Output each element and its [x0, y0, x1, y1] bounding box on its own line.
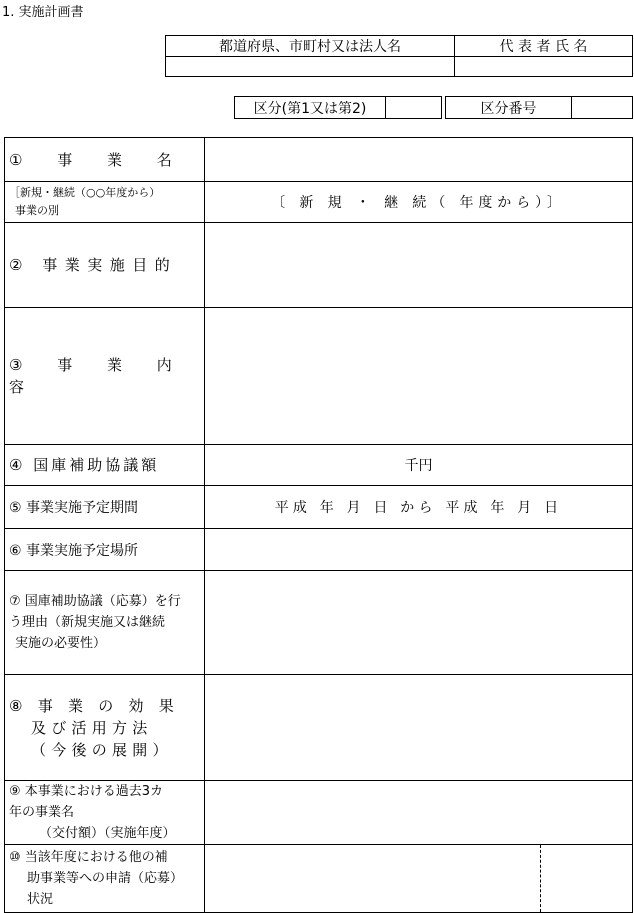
- other-subsidy-label-line2: 助事業等への申請（応募）: [27, 871, 184, 886]
- reason-label: [5, 571, 205, 675]
- category-number-label: 区分番号: [446, 97, 572, 119]
- subsidy-amount-label: ④ 国庫補助協議額: [5, 445, 205, 486]
- location-label: ⑥ 事業実施予定場所: [5, 529, 205, 571]
- new-continue-field[interactable]: 〔 新 規 ・ 継 続（ 年度から）〕: [205, 182, 633, 223]
- project-name-field[interactable]: [205, 138, 633, 182]
- other-subsidy-label-line3: 状況: [27, 892, 54, 907]
- effect-field[interactable]: [205, 675, 633, 781]
- effect-label-line3: （今後の展開）: [31, 740, 173, 759]
- category-field[interactable]: [386, 97, 442, 119]
- effect-label: [5, 675, 205, 781]
- period-field[interactable]: 平成 年 月 日 から 平成 年 月 日: [205, 486, 633, 529]
- table-row: [5, 529, 633, 571]
- past-projects-label-line1: ⑨ 本事業における過去3カ: [9, 784, 164, 799]
- applicant-org-field[interactable]: [166, 57, 455, 77]
- table-row: [5, 845, 633, 913]
- purpose-label: ② 事業実施目的: [5, 223, 205, 308]
- other-subsidy-label-line1: ⑩ 当該年度における他の補: [9, 850, 168, 865]
- past-projects-label-line2: 年の事業名: [9, 805, 75, 820]
- past-projects-label: [5, 781, 205, 845]
- table-row: [5, 781, 633, 845]
- new-continue-label-line2: 事業の別: [15, 204, 59, 217]
- table-row: [5, 308, 633, 445]
- category-label: 区分(第1又は第2): [235, 97, 386, 119]
- table-row: [5, 138, 633, 182]
- document-title: 1. 実施計画書: [2, 5, 84, 20]
- other-subsidy-field[interactable]: [205, 845, 633, 913]
- reason-label-line2: う理由（新規実施又は継続: [9, 615, 166, 630]
- effect-label-line1: ⑧ 事 業 の 効 果: [9, 696, 180, 715]
- past-projects-field[interactable]: [205, 781, 633, 845]
- plan-table: [4, 137, 633, 913]
- column-divider: [540, 845, 541, 912]
- reason-label-line3: 実施の必要性）: [15, 636, 107, 651]
- purpose-field[interactable]: [205, 223, 633, 308]
- table-row: [5, 223, 633, 308]
- content-label: ③ 事 業 内 容: [5, 308, 205, 445]
- reason-field[interactable]: [205, 571, 633, 675]
- new-continue-label: [5, 182, 205, 223]
- period-label: ⑤ 事業実施予定期間: [5, 486, 205, 529]
- subsidy-amount-field[interactable]: 千円: [205, 445, 633, 486]
- effect-label-line2: 及び活用方法: [31, 718, 153, 737]
- past-projects-label-line3: （交付額）（実施年度）: [39, 826, 176, 841]
- representative-header: 代 表 者 氏 名: [455, 36, 633, 57]
- table-row: [5, 182, 633, 223]
- table-row: [5, 571, 633, 675]
- other-subsidy-label: [5, 845, 205, 913]
- project-name-label: ① 事 業 名: [5, 138, 205, 182]
- applicant-table: [165, 35, 633, 77]
- new-continue-label-line1: ［新規・継続（○○年度から）: [9, 186, 161, 199]
- applicant-org-header: 都道府県、市町村又は法人名: [166, 36, 455, 57]
- location-field[interactable]: [205, 529, 633, 571]
- content-field[interactable]: [205, 308, 633, 445]
- category-table: [234, 96, 633, 119]
- category-number-field[interactable]: [572, 97, 633, 119]
- table-row: [5, 675, 633, 781]
- representative-field[interactable]: [455, 57, 633, 77]
- table-row: [5, 486, 633, 529]
- reason-label-line1: ⑦ 国庫補助協議（応募）を行: [9, 594, 181, 609]
- table-row: [5, 445, 633, 486]
